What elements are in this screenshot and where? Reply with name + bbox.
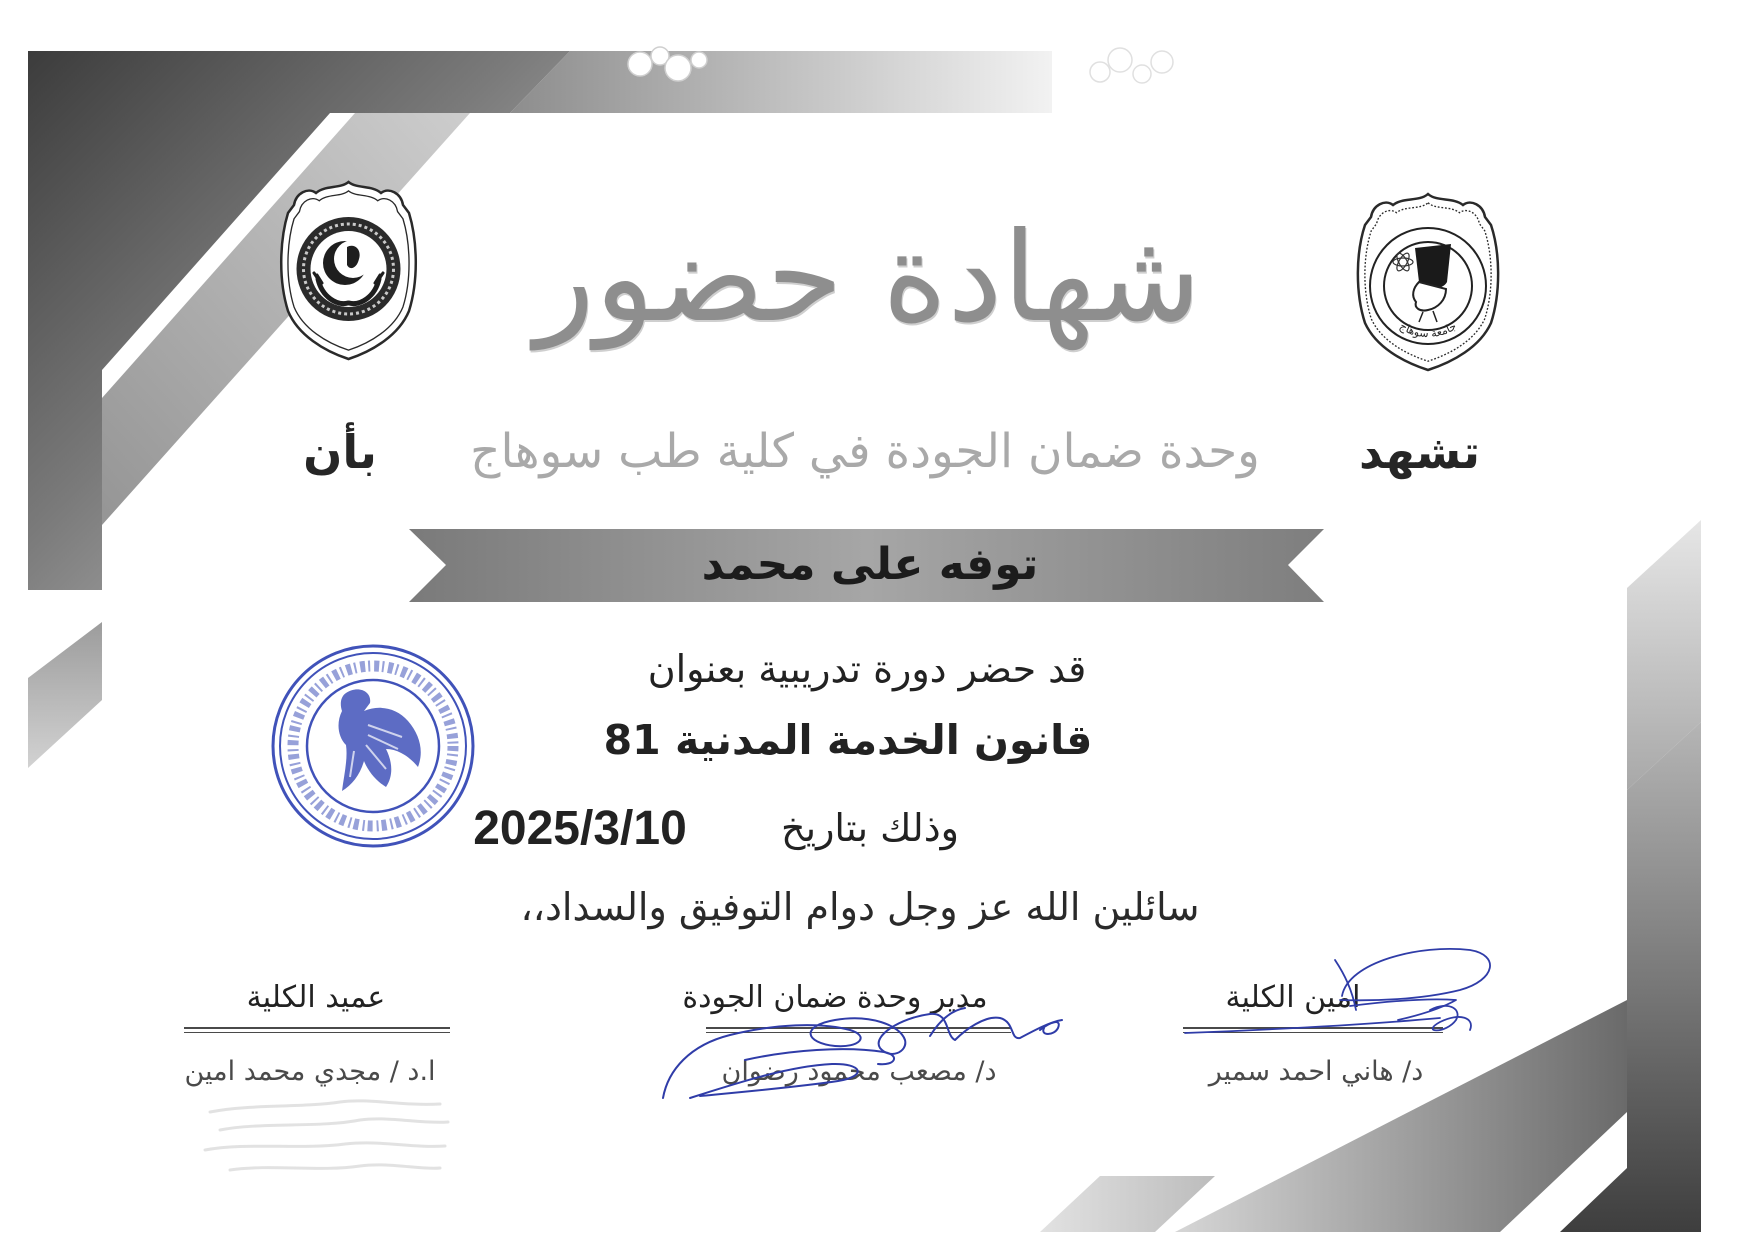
attended-line: قد حضر دورة تدريبية بعنوان — [647, 647, 1087, 691]
date-label: وذلك بتاريخ — [780, 806, 960, 850]
signatory-name-dean: ا.د / مجدي محمد امين — [184, 1056, 436, 1087]
logo-ring-text: جامعة سوهاج — [1397, 319, 1459, 341]
signatory-role-secretary: امين الكلية — [1225, 980, 1361, 1015]
signatory-name-quality-director: د/ مصعب محمود رضوان — [721, 1056, 997, 1087]
pharaoh-head-emblem-icon — [1353, 190, 1503, 373]
frame-band-top — [510, 51, 1052, 113]
frame-block-left — [28, 622, 102, 768]
recipient-name: توفه على محمد — [701, 539, 1039, 590]
signature-line-dean — [184, 1027, 450, 1033]
frame-wedge-bottom-right — [1175, 1000, 1627, 1232]
signatory-role-dean: عميد الكلية — [246, 980, 386, 1015]
crescent-hands-emblem-icon — [277, 179, 420, 362]
signatory-name-secretary: د/ هاني احمد سمير — [1208, 1056, 1424, 1087]
signature-line-quality-director — [706, 1027, 1011, 1033]
closing-line: سائلين الله عز وجل دوام التوفيق والسداد،، — [520, 885, 1200, 929]
certificate-date: 2025/3/10 — [473, 802, 687, 855]
certificate-title: شهادة حضور — [534, 206, 1202, 350]
decorative-bubbles-right — [1090, 48, 1173, 83]
frame-band-right — [1560, 722, 1701, 1232]
signature-line-secretary — [1183, 1027, 1443, 1033]
frame-block-bottom — [1040, 1176, 1215, 1232]
course-title: قانون الخدمة المدنية 81 — [603, 716, 1093, 764]
signatory-role-quality-director: مدير وحدة ضمان الجودة — [682, 980, 988, 1015]
issuer-text: وحدة ضمان الجودة في كلية طب سوهاج — [470, 424, 1260, 479]
attests-text: تشهد — [1358, 425, 1480, 479]
that-text: بأن — [303, 425, 377, 479]
